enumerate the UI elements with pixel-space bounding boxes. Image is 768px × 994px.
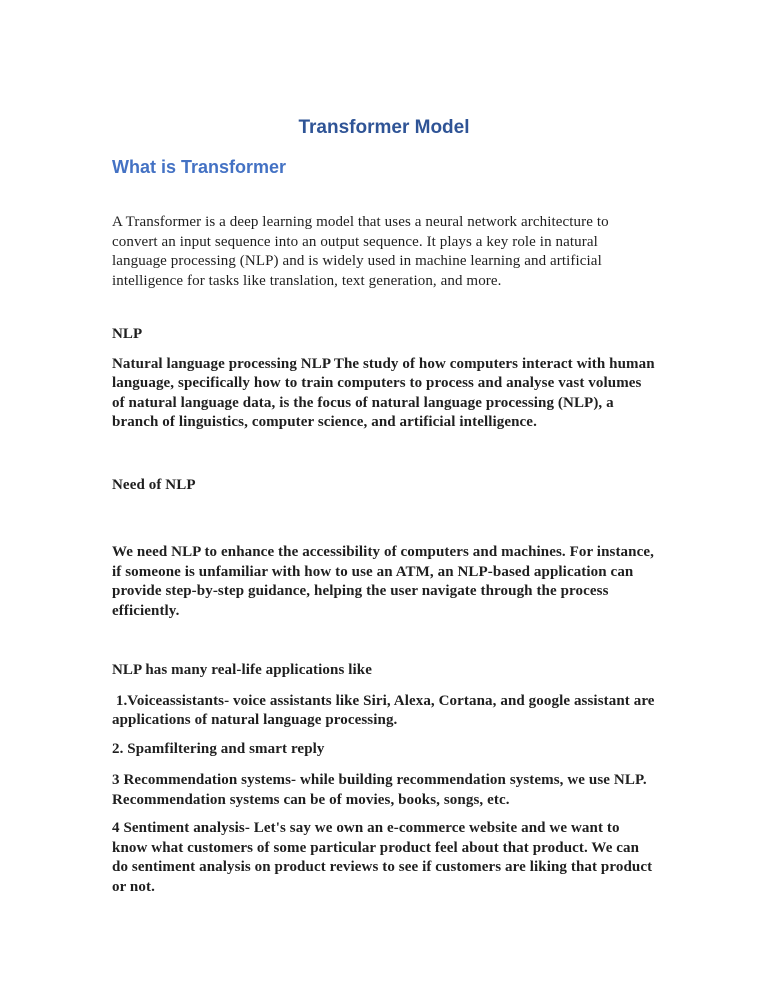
need-of-nlp-paragraph: We need NLP to enhance the accessibility of computers and machines. For instance, if someone is unfamiliar with how to use an ATM, an NLP-based application can provide step-by-step guidance, helping the user navigate through the process efficiently. xyxy=(112,544,658,619)
nlp-definition-paragraph: Natural language processing NLP The study of how computers interact with human language, specifically how to train computers to process and analyse vast volumes of natural language data, is the focus of natural language processing (NLP), a branch of linguistics, computer science, and artificial intelligence. xyxy=(112,355,659,430)
document-title: Transformer Model xyxy=(298,117,470,138)
application-item-voice-assistants: 1.Voiceassistants- voice assistants like Siri, Alexa, Cortana, and google assistant are applications of natural language processing. xyxy=(112,692,659,728)
applications-intro: NLP has many real-life applications like xyxy=(112,662,372,678)
nlp-heading: NLP xyxy=(112,326,143,342)
application-item-recommendation-systems: 3 Recommendation systems- while building recommendation systems, we use NLP. Recommendation systems can be of movies, books, songs, etc. xyxy=(112,772,651,808)
need-of-nlp-heading: Need of NLP xyxy=(112,476,196,493)
application-item-spam-filtering: 2. Spamfiltering and smart reply xyxy=(112,740,325,757)
intro-paragraph: A Transformer is a deep learning model that uses a neural network architecture to convert an input sequence into an output sequence. It plays a key role in natural language processing (NLP) and is widely used in machine learning and artificial intelligence for tasks like translation, text generation, and more. xyxy=(112,214,613,289)
application-item-sentiment-analysis: 4 Sentiment analysis- Let's say we own an e-commerce website and we want to know what customers of some particular product feel about that product. We can do sentiment analysis on product reviews to see if customers are liking that product or not. xyxy=(112,820,657,895)
section-heading-what-is-transformer: What is Transformer xyxy=(112,157,287,177)
